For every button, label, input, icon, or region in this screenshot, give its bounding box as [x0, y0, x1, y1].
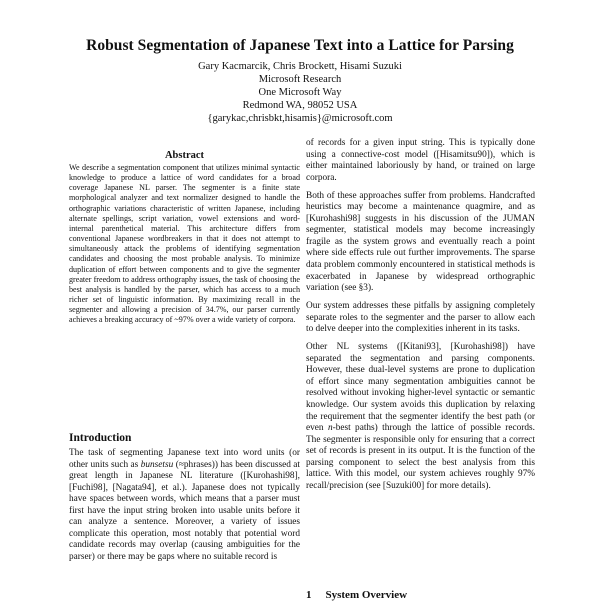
author-street: One Microsoft Way	[258, 87, 342, 98]
right-column	[306, 138, 535, 499]
author-organization: Microsoft Research	[258, 74, 342, 85]
author-city: Redmond WA, 98052 USA	[242, 100, 358, 111]
author-block	[0, 60, 600, 125]
abstract-text: We describe a segmentation component that utilizes minimal syntactic knowledge to produce a lattice of word candidates for a broad coverage Japanese NL parser. The segmenter is a finite state morphological analyzer and text normalizer designed to handle the orthographic variations characteristic of written Japanese, including alternate spellings, script variation, vowel extensions and word-internal parenthetical material. This architecture differs from conventional Japanese wordbreakers in that it does not attempt to simultaneously attack the problems of identifying segmentation candidates and choosing the most probable analysis. To minimize duplication of effort between components and to give the segmenter greater freedom to address orthography issues, the task of choosing the best analysis is handled by the parser, which has access to a much richer set of linguistic information. By maximizing recall in the segmenter and allowing a precision of 34.7%, our parser currently achieves a breaking accuracy of ~97% over a wide variety of corpora.	[69, 163, 300, 325]
right-paragraph-2: Both of these approaches suffer from problems. Handcrafted heuristics may become a maintenance quagmire, and as [Kurohashi98] suggests in his discussion of the JUMAN segmenter, statistical models may become increasingly fragile as the system grows and eventually reach a point where side effects rule out further improvements. The sparse data problem commonly encountered in statistical methods is exacerbated in Japanese by widespread orthographic variation (see §3).	[306, 190, 535, 294]
abstract-body	[69, 163, 300, 326]
section-1-title: System Overview	[325, 589, 408, 601]
right-paragraph-1: of records for a given input string. This is typically done using a connective-cost model ([Hisamitsu90]), which is either maintained laboriously by hand, or trained on large corpora.	[306, 138, 535, 183]
introduction-body	[69, 448, 300, 563]
author-email: {garykac,chrisbkt,hisamis}@microsoft.com	[207, 113, 393, 124]
section-1-number: 1	[306, 589, 312, 601]
introduction-paragraph	[69, 448, 300, 563]
abstract-heading: Abstract	[164, 150, 205, 161]
section-1-heading	[306, 589, 407, 601]
author-names: Gary Kacmarcik, Chris Brockett, Hisami Suzuki	[198, 61, 402, 72]
right-p4-italic-n: n	[327, 423, 333, 434]
right-p4-start: Other NL systems ([Kitani93], [Kurohashi98]) have separated the segmentation and parsing components. However, these dual-level systems are prone to duplication of effort since many segmentation ambiguities cannot be resolved without invoking higher-level syntactic or semantic knowledge. Our system avoids this duplication by relaxing the requirement that the segmenter identify the best path (or even	[306, 342, 535, 434]
intro-text-start: The task of segmenting Japanese text into word units (or other units such as	[69, 448, 300, 470]
right-paragraph-3: Our system addresses these pitfalls by assigning completely separate roles to the segmenter and the parser to allow each to delve deeper into the complexities inherent in its tasks.	[306, 301, 535, 335]
intro-text-rest: (≈phrases)) has been discussed at great length in Japanese NL literature ([Kurohashi98], [Fuchi98], [Nagata94], et al.). Japanese does not typically have spaces between words, which means that a parser must first have the input string broken into usable units before it can analyze a sentence. Moreover, a variety of issues complicate this operation, most notably that potential word candidate records may overlap (causing ambiguities for the parser) or there may be gaps where no suitable record is	[69, 459, 301, 562]
introduction-heading: Introduction	[69, 432, 132, 444]
right-paragraph-4	[306, 342, 535, 492]
intro-term-bunsetsu: bunsetsu	[140, 459, 174, 470]
paper-title: Robust Segmentation of Japanese Text into a Lattice for Parsing	[86, 37, 514, 54]
right-p4-rest: -best paths) through the lattice of possible records. The segmenter is responsible only for ensuring that a correct set of records is present in its output. It is the function of the parsing component to select the best analysis from this lattice. With this model, our system achieves roughly 97% recall/precision (see [Suzuki00] for more details).	[306, 423, 535, 491]
